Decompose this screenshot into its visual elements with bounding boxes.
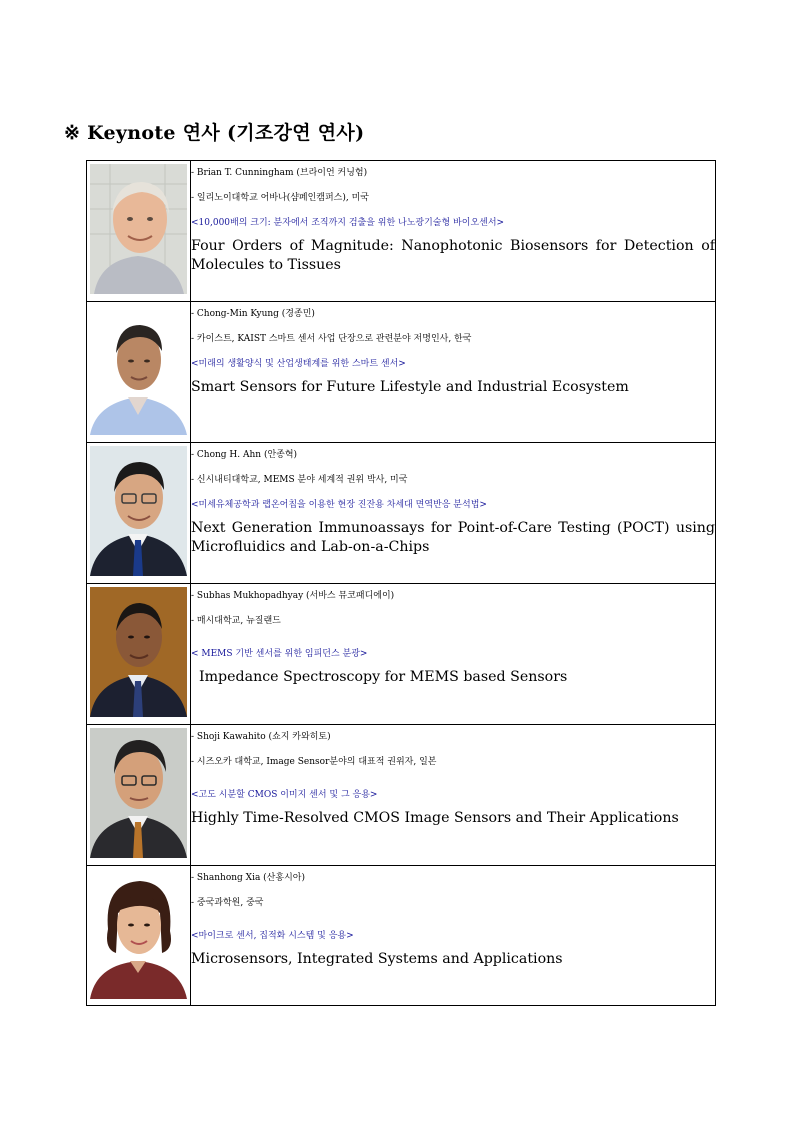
- speaker-photo-kawahito: [90, 728, 187, 858]
- table-row: [87, 584, 716, 725]
- photo-cell: [87, 584, 191, 725]
- speaker-name: - Shanhong Xia (산홍시아): [191, 873, 305, 883]
- photo-cell: [87, 302, 191, 443]
- speaker-affiliation: - 중국과학원, 중국: [191, 898, 264, 908]
- speaker-photo-mukhopadhyay: [90, 587, 187, 717]
- speaker-affiliation: - 매시대학교, 뉴질랜드: [191, 616, 281, 626]
- speaker-info: [191, 443, 716, 584]
- talk-title-english: Smart Sensors for Future Lifestyle and Industrial Ecosystem: [191, 379, 629, 395]
- table-row: [87, 302, 716, 443]
- table-row: [87, 725, 716, 866]
- speaker-affiliation: - 카이스트, KAIST 스마트 센서 사업 단장으로 관련분야 저명인사, 한국: [191, 334, 472, 344]
- keynote-speakers-table: [86, 160, 716, 1006]
- speaker-affiliation: - 신시내티대학교, MEMS 분야 세계적 권위 박사, 미국: [191, 475, 408, 485]
- table-row: [87, 443, 716, 584]
- talk-title-korean: <10,000배의 크기: 분자에서 조직까지 검출을 위한 나노광기술형 바이오센서>: [191, 218, 505, 228]
- speaker-photo-xia: [90, 869, 187, 999]
- talk-title-korean: <고도 시분할 CMOS 이미지 센서 및 그 응용>: [191, 790, 378, 800]
- speaker-affiliation: - 시즈오카 대학교, Image Sensor분야의 대표적 권위자, 일본: [191, 757, 437, 767]
- speaker-photo-cunningham: [90, 164, 187, 294]
- photo-cell: [87, 866, 191, 1006]
- section-heading: ※ Keynote 연사 (기조강연 연사): [64, 122, 365, 144]
- speaker-affiliation: - 일리노이대학교 어바나(샴페인캠퍼스), 미국: [191, 193, 369, 203]
- table-row: [87, 866, 716, 1006]
- talk-title-english: Highly Time-Resolved CMOS Image Sensors and Their Applications: [191, 810, 679, 826]
- talk-title-english: Next Generation Immunoassays for Point-of-Care Testing (POCT) using Microfluidics and Lab-on-a-Chips: [191, 520, 715, 555]
- speaker-name: - Chong H. Ahn (안종혁): [191, 450, 298, 460]
- photo-cell: [87, 161, 191, 302]
- talk-title-english: Four Orders of Magnitude: Nanophotonic Biosensors for Detection of Molecules to Tissues: [191, 238, 715, 273]
- speaker-name: - Shoji Kawahito (쇼지 카와히토): [191, 732, 331, 742]
- speaker-info: [191, 866, 716, 1006]
- speaker-name: - Brian T. Cunningham (브라이언 커닝험): [191, 168, 368, 178]
- speaker-info: [191, 161, 716, 302]
- speaker-photo-ahn: [90, 446, 187, 576]
- talk-title-english: Impedance Spectroscopy for MEMS based Sensors: [199, 669, 568, 685]
- talk-title-korean: <미래의 생활양식 및 산업생태계를 위한 스마트 센서>: [191, 359, 406, 369]
- photo-cell: [87, 725, 191, 866]
- talk-title-english: Microsensors, Integrated Systems and Applications: [191, 951, 563, 967]
- photo-cell: [87, 443, 191, 584]
- talk-title-korean: < MEMS 기반 센서를 위한 임피던스 분광>: [191, 649, 368, 659]
- talk-title-korean: <마이크로 센서, 집적화 시스템 및 응용>: [191, 931, 354, 941]
- table-row: [87, 161, 716, 302]
- speaker-name: - Subhas Mukhopadhyay (서바스 뮤코패디에이): [191, 591, 395, 601]
- speaker-photo-kyung: [90, 305, 187, 435]
- speaker-name: - Chong-Min Kyung (경종민): [191, 309, 315, 319]
- speaker-info: [191, 725, 716, 866]
- speaker-info: [191, 584, 716, 725]
- speaker-info: [191, 302, 716, 443]
- talk-title-korean: <미세유체공학과 랩온어칩을 이용한 현장 진잔용 차세대 면역반응 분석법>: [191, 500, 487, 510]
